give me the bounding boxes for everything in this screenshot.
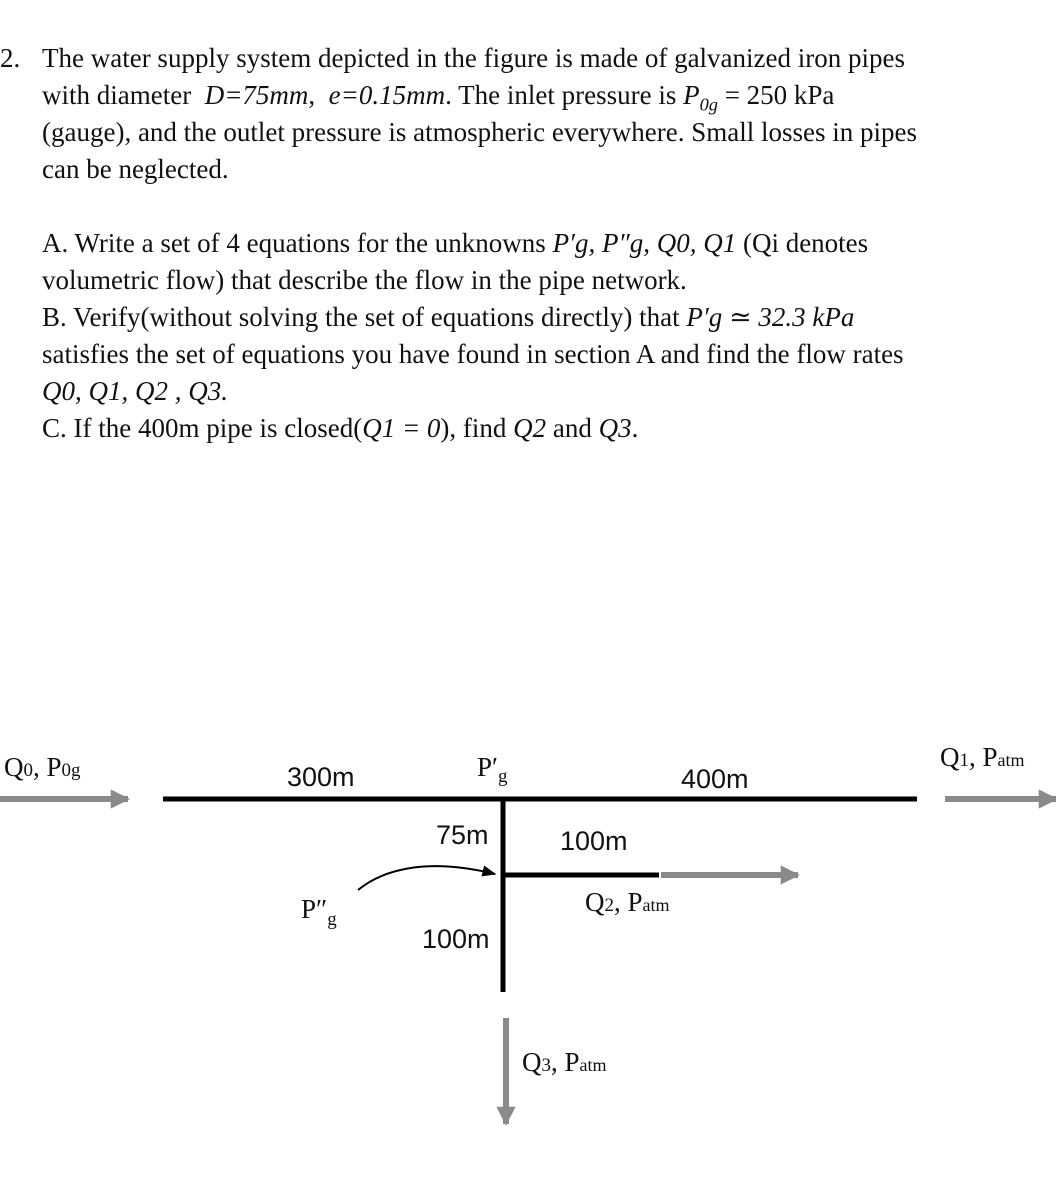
flow-rates-list: Q0, Q1, Q2 , Q3. — [42, 376, 228, 406]
part-a-line-1: A. Write a set of 4 equations for the unknowns P′g, P″g, Q0, Q1 (Qi denotes — [42, 228, 869, 258]
junction-pressure-label: $P'_g$ — [477, 752, 508, 787]
intro-line-2: with diameter D=75mm, e=0.15mm. The inlet pressure is $P_{0g} = 250$ kPa — [42, 80, 835, 115]
flow-note: (Qi denotes — [742, 228, 869, 258]
unknowns-list: P′g, P″g, Q0, Q1 — [552, 228, 737, 258]
inlet-pressure-symbol: P — [683, 80, 700, 110]
problem-parts — [42, 225, 1042, 447]
junction-pointer-arrow — [358, 866, 495, 890]
closed-condition: Q1 = 0 — [362, 413, 441, 443]
length-down-100m: 100m — [422, 924, 490, 954]
intro-line-3: (gauge), and the outlet pressure is atmospheric everywhere. Small losses in pipes — [42, 117, 918, 147]
part-a-line-2: volumetric flow) that describe the flow in the pipe network. — [42, 265, 687, 295]
intro-line-1: The water supply system depicted in the figure is made of galvanized iron pipes — [42, 43, 905, 73]
pipe-network-figure — [0, 700, 1056, 1150]
part-c-line-1: C. If the 400m pipe is closed(Q1 = 0), find Q2 and Q3. — [42, 413, 639, 443]
part-b-line-1: B. Verify(without solving the set of equations directly) that P′g ≃ 32.3 kPa — [42, 302, 855, 332]
intro-line-4: can be neglected. — [42, 154, 229, 184]
length-75m: 75m — [436, 820, 489, 850]
part-b-line-2: satisfies the set of equations you have found in section A and find the flow rates — [42, 339, 904, 369]
diameter-value: D=75mm — [204, 80, 309, 110]
length-branch-100m: 100m — [560, 826, 628, 856]
length-400m: 400m — [681, 764, 749, 794]
problem-number: 2. — [0, 43, 21, 73]
outlet1-label: Q1, Patm — [940, 742, 1025, 772]
part-b-line-3 — [42, 373, 1042, 410]
outlet3-label: Q3, Patm — [522, 1047, 607, 1077]
length-300m: 300m — [287, 762, 355, 792]
outlet2-label: Q2, Patm — [585, 887, 670, 917]
roughness-value: e=0.15mm — [328, 80, 446, 110]
inlet-label: Q0, P0g — [4, 752, 81, 782]
approx-pressure: P′g ≃ 32.3 kPa — [686, 302, 855, 332]
branch-pressure-label: $P''_g$ — [301, 894, 337, 930]
inlet-pressure-value: = 250 kPa — [717, 80, 835, 110]
problem-intro — [42, 40, 1042, 188]
